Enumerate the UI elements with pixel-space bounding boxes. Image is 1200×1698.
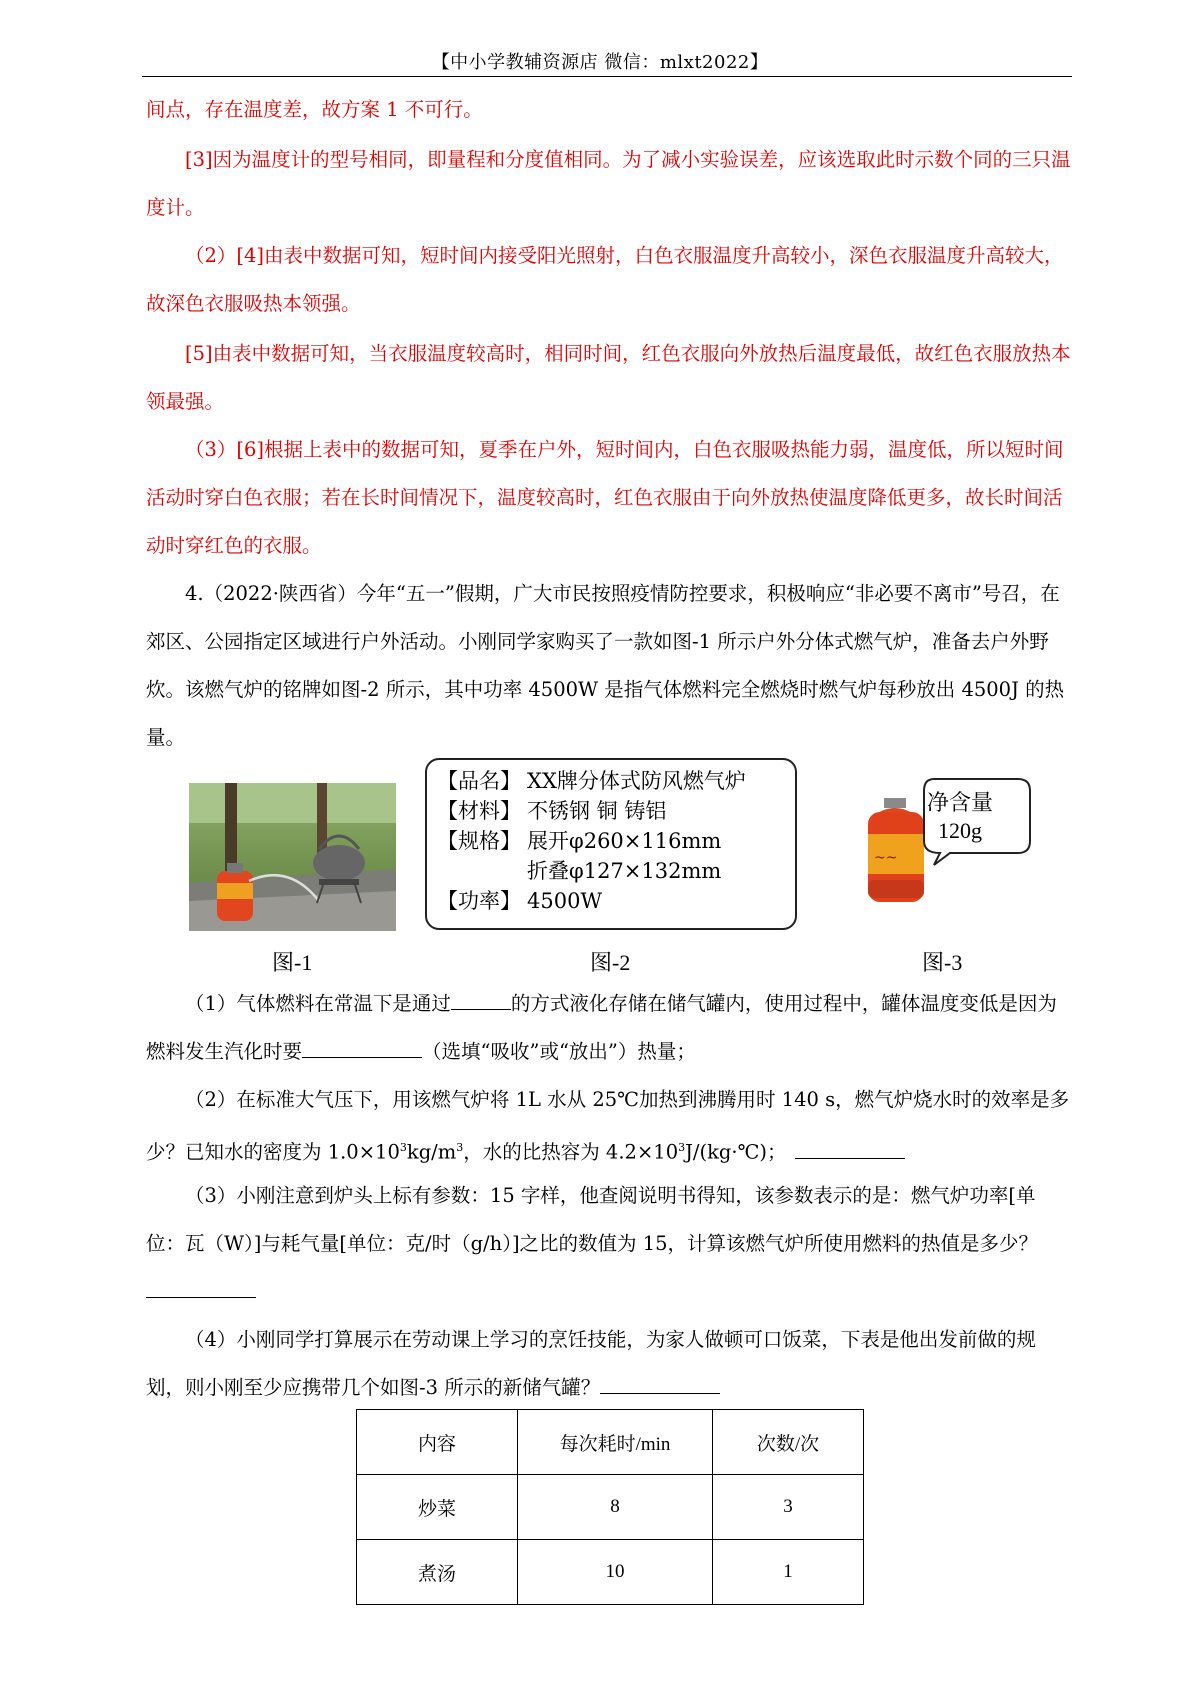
- table-cell: 8: [518, 1475, 713, 1540]
- q2-exponent: 3: [399, 1141, 407, 1154]
- table-header-cell: 每次耗时/min: [518, 1410, 713, 1475]
- bubble-line2: 120g: [938, 818, 982, 843]
- header-rule: [142, 76, 1072, 77]
- q1-part-b: 的方式液化存储在储气罐内，使用过程中，罐体温度变低是因为燃料发生汽化时要: [146, 992, 1057, 1063]
- table-row: [357, 1540, 864, 1605]
- nameplate-row: [437, 856, 795, 886]
- nameplate-row: [437, 886, 795, 916]
- fig3-caption: 图-3: [922, 950, 963, 975]
- question-intro: 4.（2022·陕西省）今年“五一”假期，广大市民按照疫情防控要求，积极响应“非必要不离市”号召，在郊区、公园指定区域进行户外活动。小刚同学家购买了一款如图-1 所示户外分体式燃气炉，准备去户外野炊。该燃气炉的铭牌如图-2 所示，其中功率 4500W 是指气体燃料完全燃烧时燃气炉每秒放出 4500J 的热量。: [146, 582, 1065, 749]
- solution-p2: [3]因为温度计的型号相同，即量程和分度值相同。为了减小实验误差，应该选取此时示数个同的三只温度计。: [146, 148, 1071, 219]
- nameplate-label: [437, 856, 527, 886]
- solution-p5: （3）[6]根据上表中的数据可知，夏季在户外，短时间内，白色衣服吸热能力弱，温度低，所以短时间活动时穿白色衣服；若在长时间情况下，温度较高时，红色衣服由于向外放热使温度降低更多，故长时间活动时穿红色的衣服。: [146, 438, 1064, 557]
- nameplate-label: 【材料】: [437, 799, 521, 823]
- table-cell: 煮汤: [357, 1540, 518, 1605]
- answer-blank-5[interactable]: [600, 1375, 720, 1394]
- solution-p4: [5]由表中数据可知，当衣服温度较高时，相同时间，红色衣服向外放热后温度最低，故红色衣服放热本领最强。: [146, 342, 1071, 413]
- q2-part-c: ，水的比热容为 4.2×10: [463, 1140, 679, 1164]
- q2-exponent: 3: [456, 1141, 464, 1154]
- table-cell: 3: [713, 1475, 864, 1540]
- table-header-cell: 次数/次: [713, 1410, 864, 1475]
- nameplate-value: 不锈钢 铜 铸铝: [527, 799, 667, 823]
- q1-part-c: （选填“吸收”或“放出”）热量；: [422, 1040, 696, 1063]
- q2-part-b: kg/m: [406, 1140, 457, 1164]
- question-1: [146, 980, 1072, 1076]
- q2-exponent: 3: [678, 1141, 686, 1154]
- answer-blank-1[interactable]: [451, 991, 511, 1010]
- nameplate-row: [437, 796, 795, 826]
- fig2-nameplate: [425, 758, 797, 930]
- answer-blank-2[interactable]: [302, 1039, 422, 1058]
- solution-p3: （2）[4]由表中数据可知，短时间内接受阳光照射，白色衣服温度升高较小，深色衣服温度升高较大，故深色衣服吸热本领强。: [146, 244, 1064, 315]
- q3-text: （3）小刚注意到炉头上标有参数：15 字样，他查阅说明书得知，该参数表示的是：燃气炉功率[单位：瓦（W）]与耗气量[单位：克/时（g/h）]之比的数值为 15，计算该燃气炉所使用燃料的热值是多少？: [146, 1184, 1039, 1255]
- table-cell: 炒菜: [357, 1475, 518, 1540]
- bubble-line1: 净含量: [927, 790, 994, 815]
- answer-blank-3[interactable]: [795, 1140, 905, 1159]
- table-cell: 1: [713, 1540, 864, 1605]
- question-4: [146, 1316, 1072, 1412]
- nameplate-label: 【规格】: [437, 829, 521, 853]
- answer-blank-4[interactable]: [146, 1279, 256, 1298]
- nameplate-value: 展开φ260×116mm: [527, 829, 722, 853]
- fig1-caption: 图-1: [272, 950, 313, 975]
- nameplate-label: 【功率】: [437, 889, 521, 913]
- q2-part-d: J/(kg·℃)；: [685, 1140, 787, 1164]
- table-header-row: [357, 1410, 864, 1475]
- q2-part-a: （2）在标准大气压下，用该燃气炉将 1L 水从 25℃加热到沸腾用时 140 s，燃气炉烧水时的效率是多少？已知水的密度为 1.0×10: [146, 1088, 1070, 1164]
- solution-p1: 间点，存在温度差，故方案 1 不可行。: [146, 98, 483, 121]
- cooking-plan-table: [356, 1409, 864, 1605]
- fig2-caption: 图-2: [590, 950, 631, 975]
- q1-part-a: （1）气体燃料在常温下是通过: [185, 992, 451, 1015]
- table-header-cell: 内容: [357, 1410, 518, 1475]
- svg-text:~~: ~~: [874, 850, 898, 866]
- nameplate-value: XX牌分体式防风燃气炉: [527, 769, 746, 793]
- nameplate-value: 4500W: [527, 889, 603, 913]
- table-cell: 10: [518, 1540, 713, 1605]
- nameplate-label: 【品名】: [437, 769, 521, 793]
- question-2: [146, 1076, 1072, 1177]
- q4-text: （4）小刚同学打算展示在劳动课上学习的烹饪技能，为家人做顿可口饭菜，下表是他出发前做的规划，则小刚至少应携带几个如图-3 所示的新储气罐？: [146, 1328, 1036, 1399]
- table-row: [357, 1475, 864, 1540]
- question-3: [146, 1172, 1072, 1316]
- nameplate-value: 折叠φ127×132mm: [527, 859, 722, 883]
- nameplate-row: [437, 766, 795, 796]
- nameplate-row: [437, 826, 795, 856]
- fig1-stove-photo: [189, 783, 396, 931]
- page-header: 【中小学教辅资源店 微信：mlxt2022】: [431, 52, 769, 73]
